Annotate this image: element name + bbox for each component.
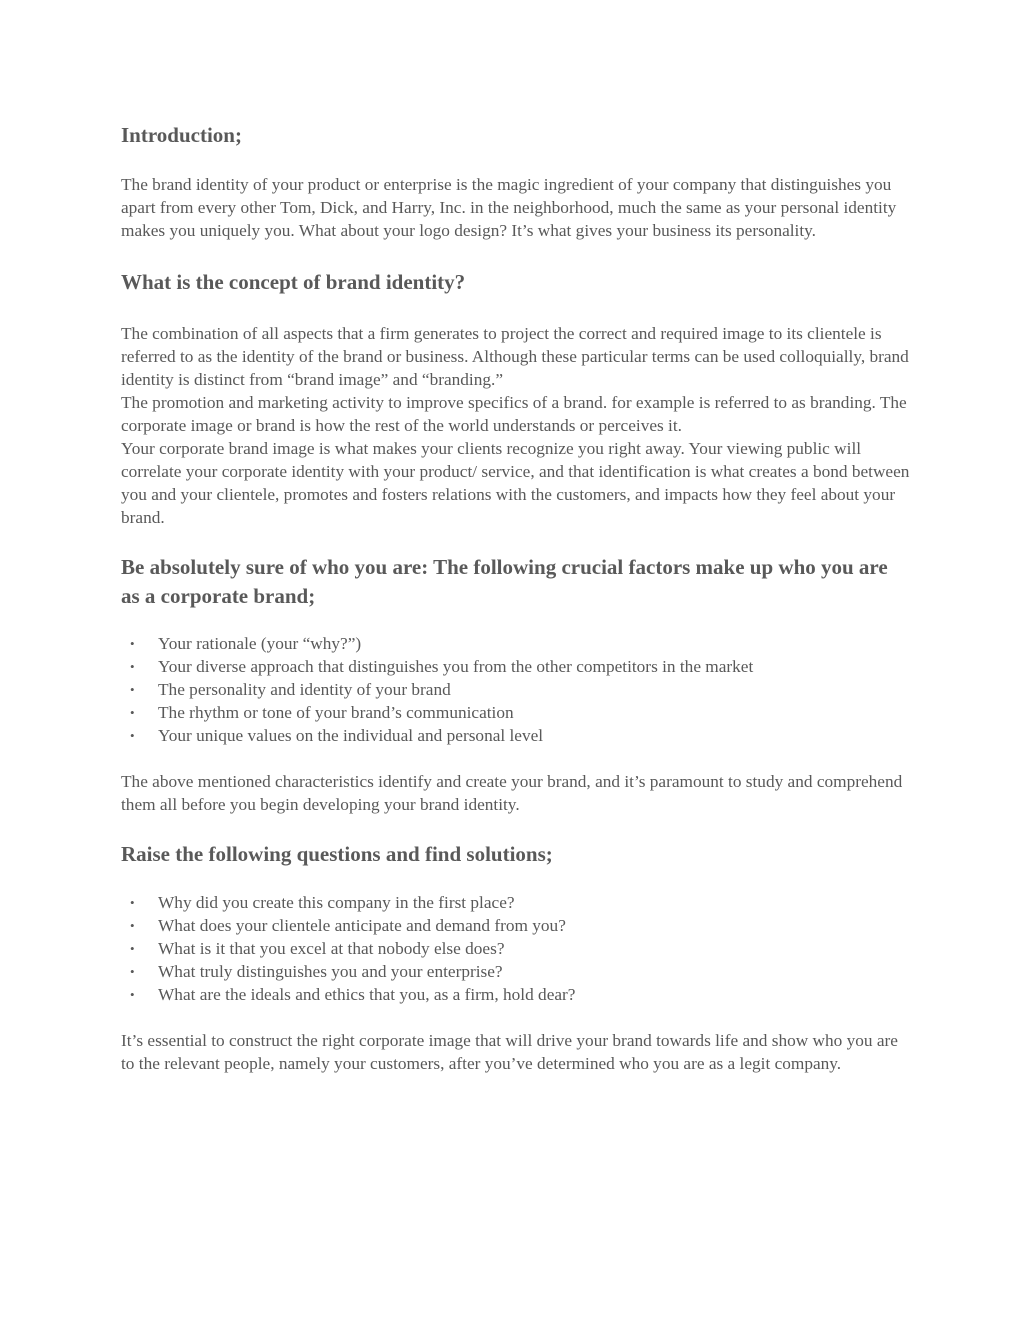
list-item-text: Why did you create this company in the first place? — [158, 893, 515, 912]
bullet-icon: • — [130, 941, 135, 956]
list-item-text: Your diverse approach that distinguishes you from the other competitors in the market — [158, 657, 754, 676]
paragraph-closing: It’s essential to construct the right corporate image that will drive your brand towards life and show who you are to the relevant people, namely your customers, after you’ve determined who you are as a legit company. — [121, 1031, 898, 1073]
paragraph-corporate-image: Your corporate brand image is what makes your clients recognize you right away. Your viewing public will correlate your corporate identity with your product/ service, and that identification is what creates a bond between you and your clientele, promotes and fosters relations with the customers, and impacts how they feel about your brand. — [121, 439, 910, 527]
list-item-text: What truly distinguishes you and your enterprise? — [158, 962, 503, 981]
list-item — [121, 891, 911, 914]
bullet-icon: • — [130, 705, 135, 720]
list-item — [121, 914, 911, 937]
document-page — [121, 118, 911, 1075]
list-item — [121, 701, 911, 724]
list-item-text: What are the ideals and ethics that you, as a firm, hold dear? — [158, 985, 576, 1004]
heading-who-you-are: Be absolutely sure of who you are: The following crucial factors make up who you are as a corporate brand; — [121, 555, 888, 608]
list-item-text: The rhythm or tone of your brand’s communication — [158, 703, 514, 722]
heading-raise-questions: Raise the following questions and find solutions; — [121, 842, 553, 866]
paragraph-branding-definition: The promotion and marketing activity to improve specifics of a brand. for example is referred to as branding. The corporate image or brand is how the rest of the world understands or perceives it. — [121, 393, 907, 435]
heading-brand-identity-concept: What is the concept of brand identity? — [121, 270, 466, 294]
list-item — [121, 937, 911, 960]
list-item-text: Your unique values on the individual and personal level — [158, 726, 544, 745]
list-item — [121, 678, 911, 701]
list-item-text: The personality and identity of your brand — [158, 680, 451, 699]
bullet-icon: • — [130, 682, 135, 697]
list-item — [121, 983, 911, 1006]
bullet-icon: • — [130, 918, 135, 933]
bullet-icon: • — [130, 636, 135, 651]
factors-list — [121, 632, 911, 747]
questions-list — [121, 891, 911, 1006]
list-item-text: Your rationale (your “why?”) — [158, 634, 362, 653]
list-item — [121, 655, 911, 678]
list-item-text: What is it that you excel at that nobody else does? — [158, 939, 505, 958]
paragraph-brand-identity-definition: The combination of all aspects that a firm generates to project the correct and required image to its clientele is referred to as the identity of the brand or business. Although these particular terms can be used colloquially, brand identity is distinct from “brand image” and “branding.” — [121, 324, 909, 389]
list-item-text: What does your clientele anticipate and demand from you? — [158, 916, 566, 935]
bullet-icon: • — [130, 964, 135, 979]
list-item — [121, 632, 911, 655]
bullet-icon: • — [130, 728, 135, 743]
bullet-icon: • — [130, 895, 135, 910]
paragraph-characteristics: The above mentioned characteristics identify and create your brand, and it’s paramount to study and comprehend them all before you begin developing your brand identity. — [121, 772, 903, 814]
list-item — [121, 724, 911, 747]
list-item — [121, 960, 911, 983]
paragraph-introduction: The brand identity of your product or enterprise is the magic ingredient of your company that distinguishes you apart from every other Tom, Dick, and Harry, Inc. in the neighborhood, much the same as your personal identity makes you uniquely you. What about your logo design? It’s what gives your business its personality. — [121, 175, 897, 240]
bullet-icon: • — [130, 987, 135, 1002]
heading-introduction: Introduction; — [121, 123, 242, 147]
bullet-icon: • — [130, 659, 135, 674]
